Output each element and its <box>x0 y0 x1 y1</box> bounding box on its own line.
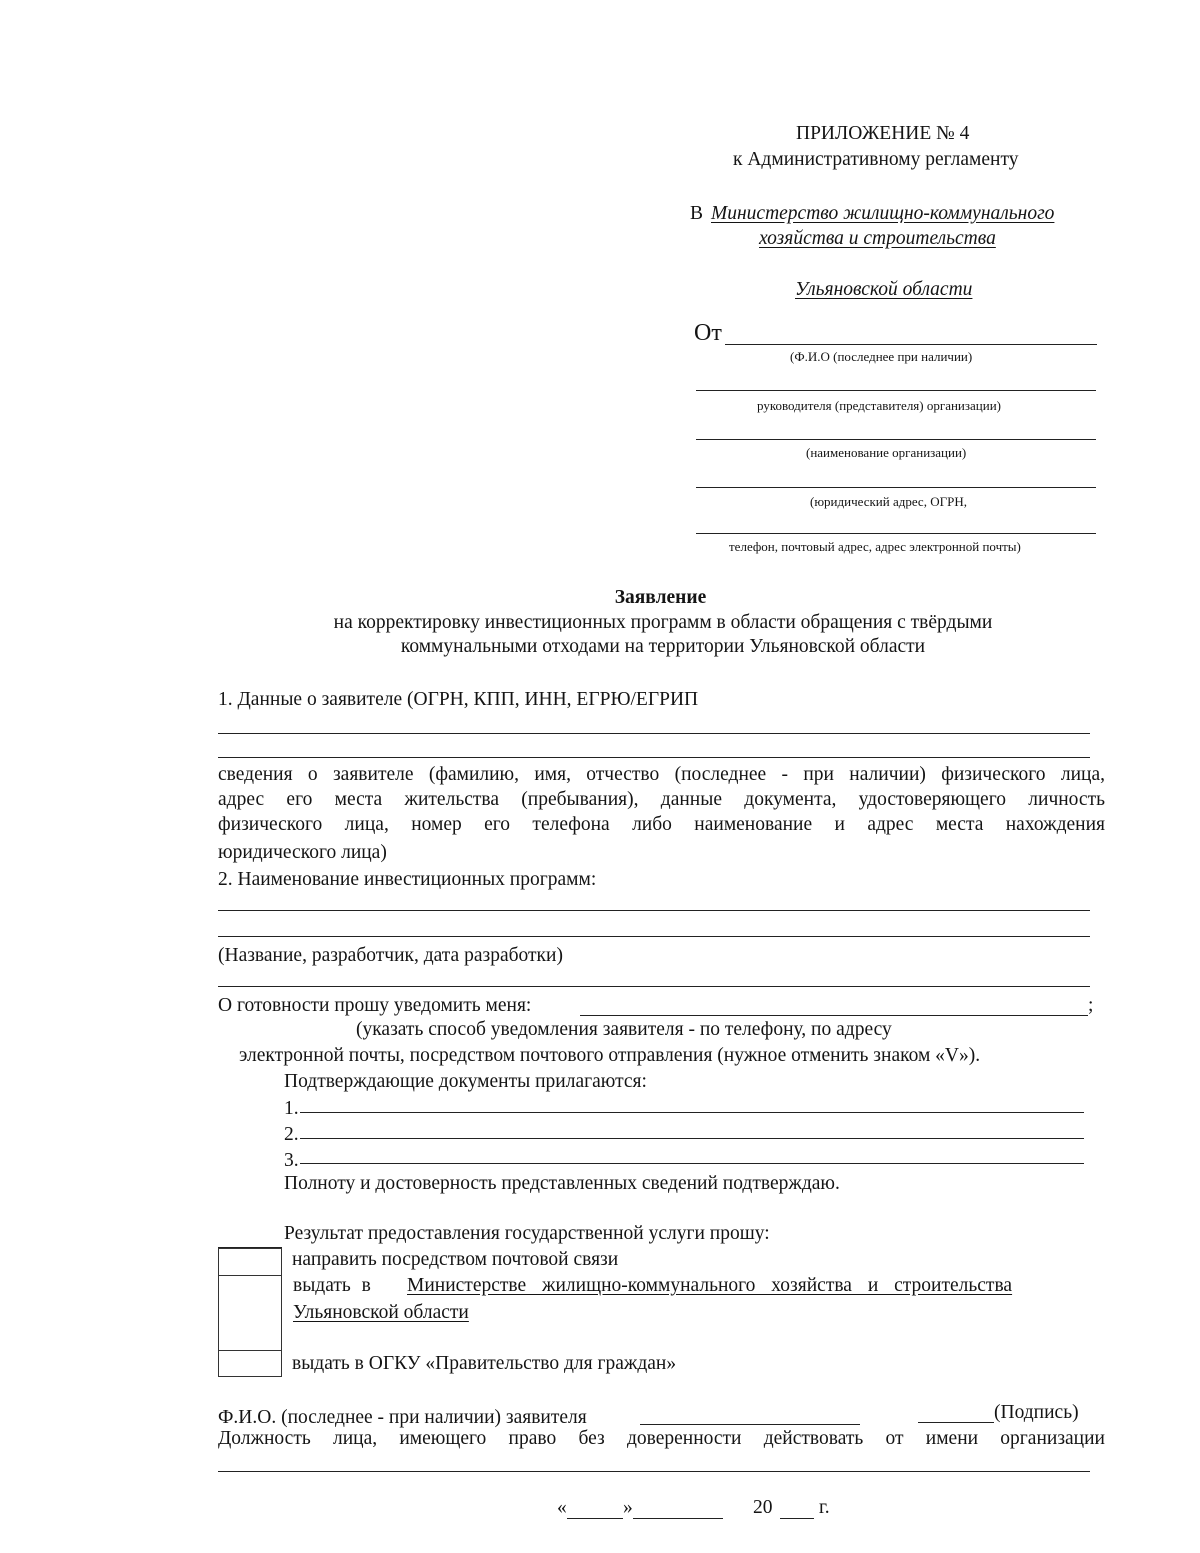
item2-label: 2. Наименование инвестиционных программ: <box>218 869 597 890</box>
statement-subtitle-line2: коммунальными отходами на территории Ульяновской области <box>400 636 926 657</box>
contacts-line[interactable] <box>696 533 1096 534</box>
option-ministry-line2: Ульяновской области <box>293 1302 469 1323</box>
from-fio-line[interactable] <box>725 344 1097 345</box>
program-line-3[interactable] <box>218 986 1090 987</box>
applicant-info-line3: физического лица, номер его телефона либо наименование и адрес места нахождения <box>218 814 1105 835</box>
item1-line-1[interactable] <box>218 733 1090 734</box>
notify-end: ; <box>1088 995 1094 1016</box>
program-line-2[interactable] <box>218 936 1090 937</box>
position-line[interactable] <box>218 1471 1090 1472</box>
hint-head: руководителя (представителя) организации) <box>757 398 1001 413</box>
docs-label: Подтверждающие документы прилагаются: <box>284 1071 647 1092</box>
hint-org: (наименование организации) <box>806 445 967 460</box>
notify-hint-line1: (указать способ уведомления заявителя - по телефону, по адресу <box>356 1019 892 1040</box>
statement-subtitle-line1: на корректировку инвестиционных программ в области обращения с твёрдыми <box>333 612 993 633</box>
option-ministry-line1: Министерстве жилищно-коммунального хозяйства и строительства <box>407 1275 1013 1296</box>
item1-label: 1. Данные о заявителе (ОГРН, КПП, ИНН, ЕГРЮ/ЕГРИП <box>218 689 699 710</box>
year-suffix: г. <box>819 1497 830 1518</box>
date-open-quote: « <box>557 1497 567 1518</box>
doc-line-3[interactable] <box>300 1163 1084 1164</box>
item1-line-2[interactable] <box>218 757 1090 758</box>
checkbox-ministry[interactable] <box>218 1275 282 1351</box>
applicant-info-line2: адрес его места жительства (пребывания), данные документа, удостоверяющего личность <box>218 789 1105 810</box>
addressee-line2: хозяйства и строительства <box>759 228 996 249</box>
date-month-line[interactable] <box>633 1518 723 1519</box>
checkbox-post[interactable] <box>218 1248 282 1276</box>
position-label: Должность лица, имеющего право без доверенности действовать от имени организации <box>218 1428 1105 1449</box>
fio-line[interactable] <box>640 1424 860 1425</box>
date-day-line[interactable] <box>567 1518 623 1519</box>
program-line-1[interactable] <box>218 910 1090 911</box>
addressee-line3: Ульяновской области <box>795 279 973 300</box>
head-line[interactable] <box>696 390 1096 391</box>
addressee-line1: Министерство жилищно-коммунального <box>711 203 1055 224</box>
date-close-quote: » <box>623 1497 633 1518</box>
applicant-info-line1: сведения о заявителе (фамилию, имя, отчество (последнее - при наличии) физического лица, <box>218 764 1105 785</box>
notify-line[interactable] <box>580 1015 1088 1016</box>
appendix-title: ПРИЛОЖЕНИЕ № 4 <box>796 123 970 144</box>
checkbox-ogku[interactable] <box>218 1350 282 1377</box>
fio-label: Ф.И.О. (последнее - при наличии) заявителя <box>218 1407 587 1428</box>
hint-contacts: телефон, почтовый адрес, адрес электронной почты) <box>729 539 1021 554</box>
option-ogku-label: выдать в ОГКУ «Правительство для граждан» <box>292 1353 677 1374</box>
doc-number-1: 1. <box>284 1098 299 1119</box>
address-line[interactable] <box>696 487 1096 488</box>
result-label: Результат предоставления государственной услуги прошу: <box>284 1223 770 1244</box>
signature-line[interactable] <box>918 1422 994 1423</box>
notify-label: О готовности прошу уведомить меня: <box>218 995 532 1016</box>
statement-heading: Заявление <box>614 587 707 608</box>
program-hint: (Название, разработчик, дата разработки) <box>218 945 563 966</box>
option-post-label: направить посредством почтовой связи <box>292 1249 619 1270</box>
confirm-text: Полноту и достоверность представленных сведений подтверждаю. <box>284 1173 840 1194</box>
hint-address: (юридический адрес, ОГРН, <box>810 494 967 509</box>
appendix-subtitle: к Административному регламенту <box>733 149 1019 170</box>
option-ministry-prefix: выдать в <box>293 1275 371 1296</box>
applicant-info-line4: юридического лица) <box>218 842 387 863</box>
doc-number-2: 2. <box>284 1124 299 1145</box>
doc-line-1[interactable] <box>300 1112 1084 1113</box>
year-prefix: 20 <box>753 1497 773 1518</box>
hint-fio: (Ф.И.О (последнее при наличии) <box>790 349 973 364</box>
signature-label: (Подпись) <box>994 1402 1079 1423</box>
from-label: От <box>694 320 722 346</box>
year-line[interactable] <box>780 1518 814 1519</box>
to-prefix: В <box>690 203 704 224</box>
doc-line-2[interactable] <box>300 1138 1084 1139</box>
doc-number-3: 3. <box>284 1150 299 1171</box>
notify-hint-line2: электронной почты, посредством почтового отправления (нужное отменить знаком «V»). <box>239 1045 981 1066</box>
org-line[interactable] <box>696 439 1096 440</box>
